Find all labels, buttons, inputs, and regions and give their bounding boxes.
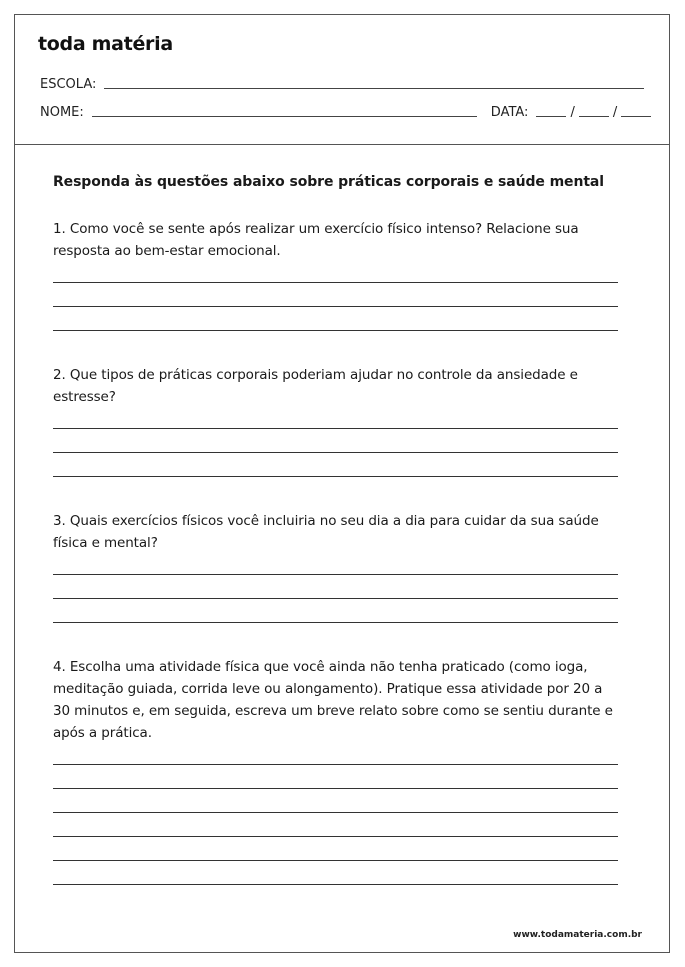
answer-line[interactable]	[53, 283, 618, 307]
brand-logo: toda matéria	[38, 33, 173, 55]
answer-line[interactable]	[53, 861, 618, 885]
answer-line[interactable]	[53, 837, 618, 861]
answer-area-1	[53, 259, 618, 331]
name-label: NOME:	[40, 105, 84, 120]
school-field	[40, 74, 644, 92]
answer-area-2	[53, 405, 618, 477]
date-field	[491, 105, 651, 120]
answer-area-3	[53, 551, 618, 623]
answer-line[interactable]	[53, 575, 618, 599]
answer-line[interactable]	[53, 551, 618, 575]
question-1: 1. Como você se sente após realizar um exercício físico intenso? Relacione sua resposta ao bem-estar emocional.	[53, 221, 579, 259]
name-date-row	[40, 102, 644, 120]
answer-area-4	[53, 741, 618, 885]
name-input-line[interactable]	[92, 116, 477, 117]
answer-line[interactable]	[53, 789, 618, 813]
date-day-blank[interactable]	[536, 116, 566, 117]
question-4: 4. Escolha uma atividade física que você ainda não tenha praticado (como ioga, meditação guiada, corrida leve ou alongamento). Pratique essa atividade por 20 a 30 minutos e, em seguida, escreva um breve relato sobre como se sentiu durante e após a prática.	[53, 659, 613, 741]
date-year-blank[interactable]	[621, 116, 651, 117]
answer-line[interactable]	[53, 813, 618, 837]
answer-line[interactable]	[53, 429, 618, 453]
school-input-line[interactable]	[104, 88, 644, 89]
school-label: ESCOLA:	[40, 77, 97, 92]
question-2: 2. Que tipos de práticas corporais poderiam ajudar no controle da ansiedade e estresse?	[53, 367, 578, 405]
answer-line[interactable]	[53, 405, 618, 429]
worksheet	[14, 14, 670, 953]
answer-line[interactable]	[53, 259, 618, 283]
worksheet-header	[15, 15, 669, 145]
date-separator: /	[612, 105, 618, 120]
answer-line[interactable]	[53, 599, 618, 623]
worksheet-content	[53, 171, 618, 741]
answer-line[interactable]	[53, 765, 618, 789]
footer-url: www.todamateria.com.br	[513, 930, 642, 940]
date-separator: /	[570, 105, 575, 120]
question-3: 3. Quais exercícios físicos você incluiria no seu dia a dia para cuidar da sua saúde física e mental?	[53, 513, 599, 551]
answer-line[interactable]	[53, 741, 618, 765]
date-month-blank[interactable]	[579, 116, 609, 117]
date-label: DATA:	[490, 105, 529, 120]
answer-line[interactable]	[53, 453, 618, 477]
worksheet-heading: Responda às questões abaixo sobre práticas corporais e saúde mental	[53, 174, 604, 190]
answer-line[interactable]	[53, 307, 618, 331]
